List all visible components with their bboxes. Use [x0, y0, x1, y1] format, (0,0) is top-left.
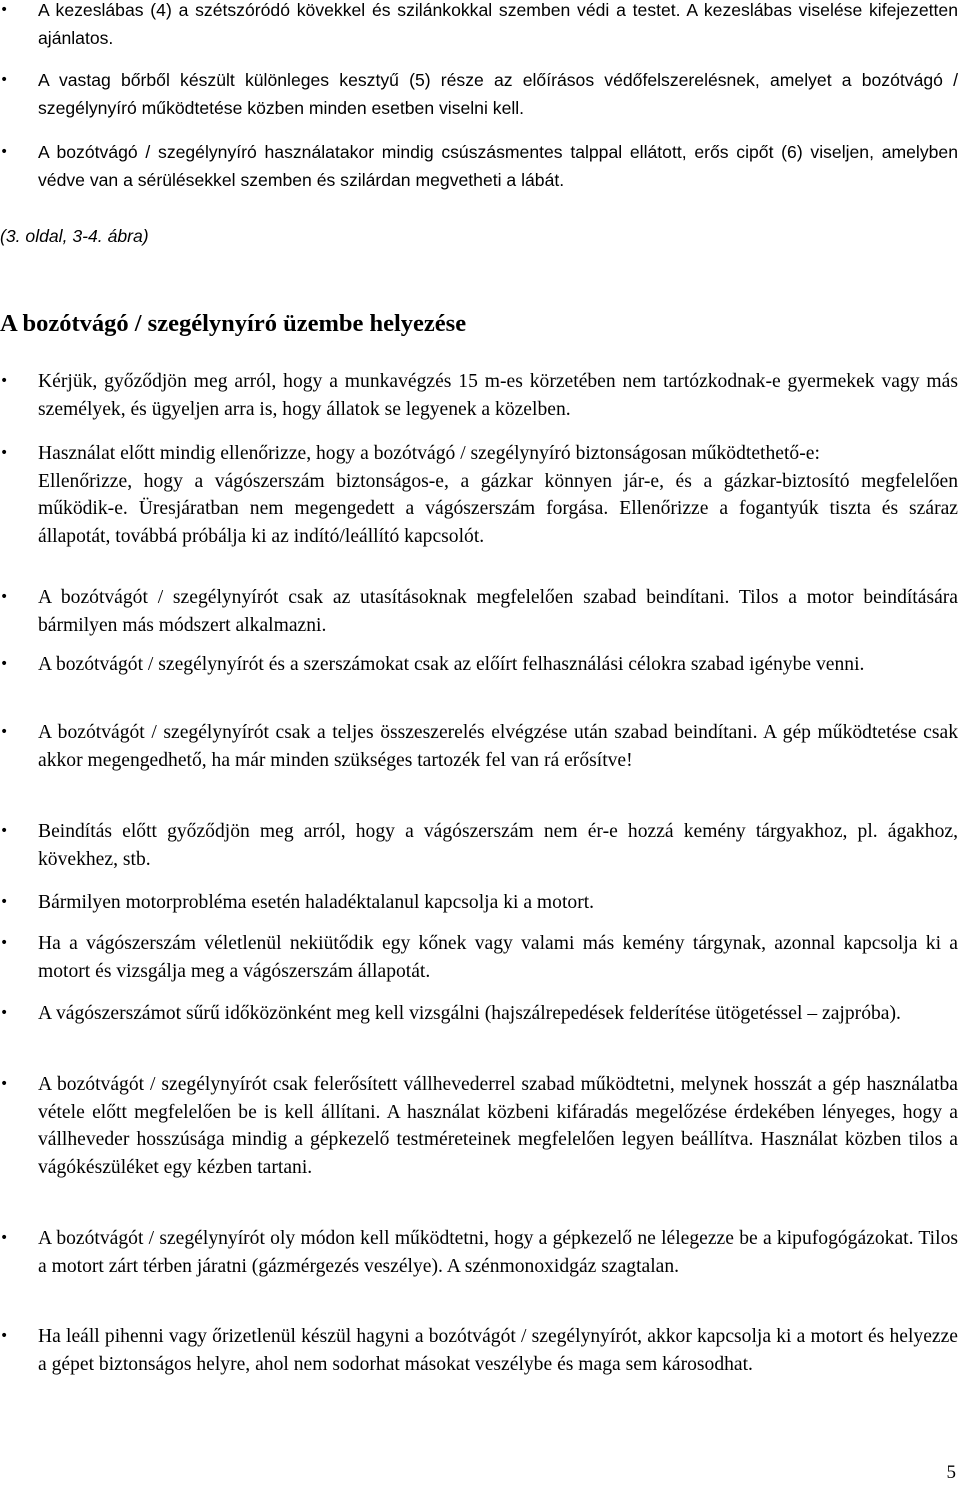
- item-text: Használat előtt mindig ellenőrizze, hogy a bozótvágó / szegélynyíró biztonságosan működtethető-e:: [38, 443, 820, 464]
- bullet-icon: •: [0, 445, 9, 461]
- bullet-icon: •: [0, 894, 9, 910]
- bullet-icon: •: [0, 2, 9, 18]
- list-item: [0, 930, 960, 985]
- bullet-icon: •: [0, 724, 9, 740]
- bullet-icon: •: [0, 589, 9, 605]
- item-text: Beindítás előtt győződjön meg arról, hogy a vágószerszám nem ér-e hozzá kemény tárgyakhoz, pl. ágakhoz, kövekhez, stb.: [38, 821, 958, 870]
- item-text: Kérjük, győződjön meg arról, hogy a munkavégzés 15 m-es körzetében nem tartózkodnak-e gyermekek vagy más személyek, és ügyeljen arra is, hogy állatok se legyenek a közelben.: [38, 371, 958, 420]
- list-item: [0, 368, 960, 423]
- list-item: [0, 139, 960, 194]
- bullet-icon: •: [0, 935, 9, 951]
- list-item: [0, 0, 960, 52]
- item-text: Bármilyen motorprobléma esetén haladéktalanul kapcsolja ki a motort.: [38, 892, 595, 913]
- bullet-icon: •: [0, 1230, 9, 1246]
- item-text: A bozótvágót / szegélynyírót és a szerszámokat csak az előírt felhasználási célokra szabad igénybe venni.: [38, 654, 865, 675]
- bullet-icon: •: [0, 656, 9, 672]
- item-text: A kezeslábas (4) a szétszóródó kövekkel és szilánkokkal szemben védi a testet. A kezeslábas viselése kifejezetten ajánlatos.: [38, 0, 958, 48]
- item-text: Ha a vágószerszám véletlenül nekiütődik egy kőnek vagy valami más kemény tárgynak, azonnal kapcsolja ki a motort és vizsgálja meg a vágószerszám állapotát.: [38, 933, 958, 982]
- item-text: A bozótvágót / szegélynyírót csak az utasításoknak megfelelően szabad beindítani. Tilos a motor beindítására bármilyen más módszert alkalmazni.: [38, 587, 958, 636]
- list-item: [0, 67, 960, 122]
- list-item: [0, 1225, 960, 1280]
- bullet-icon: •: [0, 373, 9, 389]
- bullet-icon: •: [0, 144, 9, 160]
- item-text: A bozótvágó / szegélynyíró használatakor mindig csúszásmentes talppal ellátott, erős cipőt (6) viseljen, amelyben védve van a sérülésekkel szemben és szilárdan megvetheti a lábát.: [38, 142, 958, 190]
- bullet-icon: •: [0, 1005, 9, 1021]
- bullet-icon: •: [0, 823, 9, 839]
- bullet-icon: •: [0, 1328, 9, 1344]
- item-text: A bozótvágót / szegélynyírót oly módon kell működtetni, hogy a gépkezelő ne lélegezze be a kipufogógázokat. Tilos a motort zárt térben járatni (gázmérgezés veszélye). A szénmonoxidgáz szagtalan.: [38, 1228, 958, 1277]
- list-item: [0, 651, 960, 679]
- figure-reference: (3. oldal, 3-4. ábra): [0, 226, 149, 246]
- list-item: [0, 818, 960, 873]
- page-number: 5: [946, 1462, 956, 1483]
- item-text: A bozótvágót / szegélynyírót csak felerősített vállhevederrel szabad működtetni, melynek hosszát a gép használatba vétele előtt megfelelően be is kell állítani. A használat közbeni kifáradás megelőzése érdekében lényeges, hogy a vállheveder hosszúsága mindig a gépkezelő testméreteinek megfelelően legyen beállítva. Használat közben tilos a vágókészüléket egy kézben tartani.: [38, 1074, 958, 1178]
- bullet-icon: •: [0, 72, 9, 88]
- item-text: A vastag bőrből készült különleges kesztyű (5) része az előírásos védőfelszerelésnek, amelyet a bozótvágó / szegélynyíró működtetése közben minden esetben viselni kell.: [38, 70, 958, 118]
- list-item: [0, 1071, 960, 1181]
- item-text: Ha leáll pihenni vagy őrizetlenül készül hagyni a bozótvágót / szegélynyírót, akkor kapcsolja ki a motort és helyezze a gépet biztonságos helyre, ahol nem sodorhat másokat veszélybe és maga sem károsodhat.: [38, 1326, 958, 1375]
- list-item: [0, 440, 960, 550]
- item-text-continued: Ellenőrizze, hogy a vágószerszám biztonságos-e, a gázkar könnyen jár-e, és a gázkar-biztosító megfelelően működik-e. Üresjáratban nem megengedett a vágószerszám forgása. Ellenőrizze a fogantyúk tiszta és száraz állapotát, továbbá próbálja ki az indító/leállító kapcsolót.: [38, 470, 958, 547]
- list-item: [0, 584, 960, 639]
- bullet-icon: •: [0, 1076, 9, 1092]
- list-item: [0, 1000, 960, 1028]
- list-item: [0, 1323, 960, 1378]
- section-title: A bozótvágó / szegélynyíró üzembe helyezése: [0, 310, 467, 337]
- list-item: [0, 719, 960, 774]
- item-text: A bozótvágót / szegélynyírót csak a teljes összeszerelés elvégzése után szabad beindítani. A gép működtetése csak akkor megengedhető, ha már minden szükséges tartozék fel van rá erősítve!: [38, 722, 958, 771]
- list-item: [0, 889, 960, 917]
- item-text: A vágószerszámot sűrű időközönként meg kell vizsgálni (hajszálrepedések felderítése ütögetéssel – zajpróba).: [38, 1003, 901, 1024]
